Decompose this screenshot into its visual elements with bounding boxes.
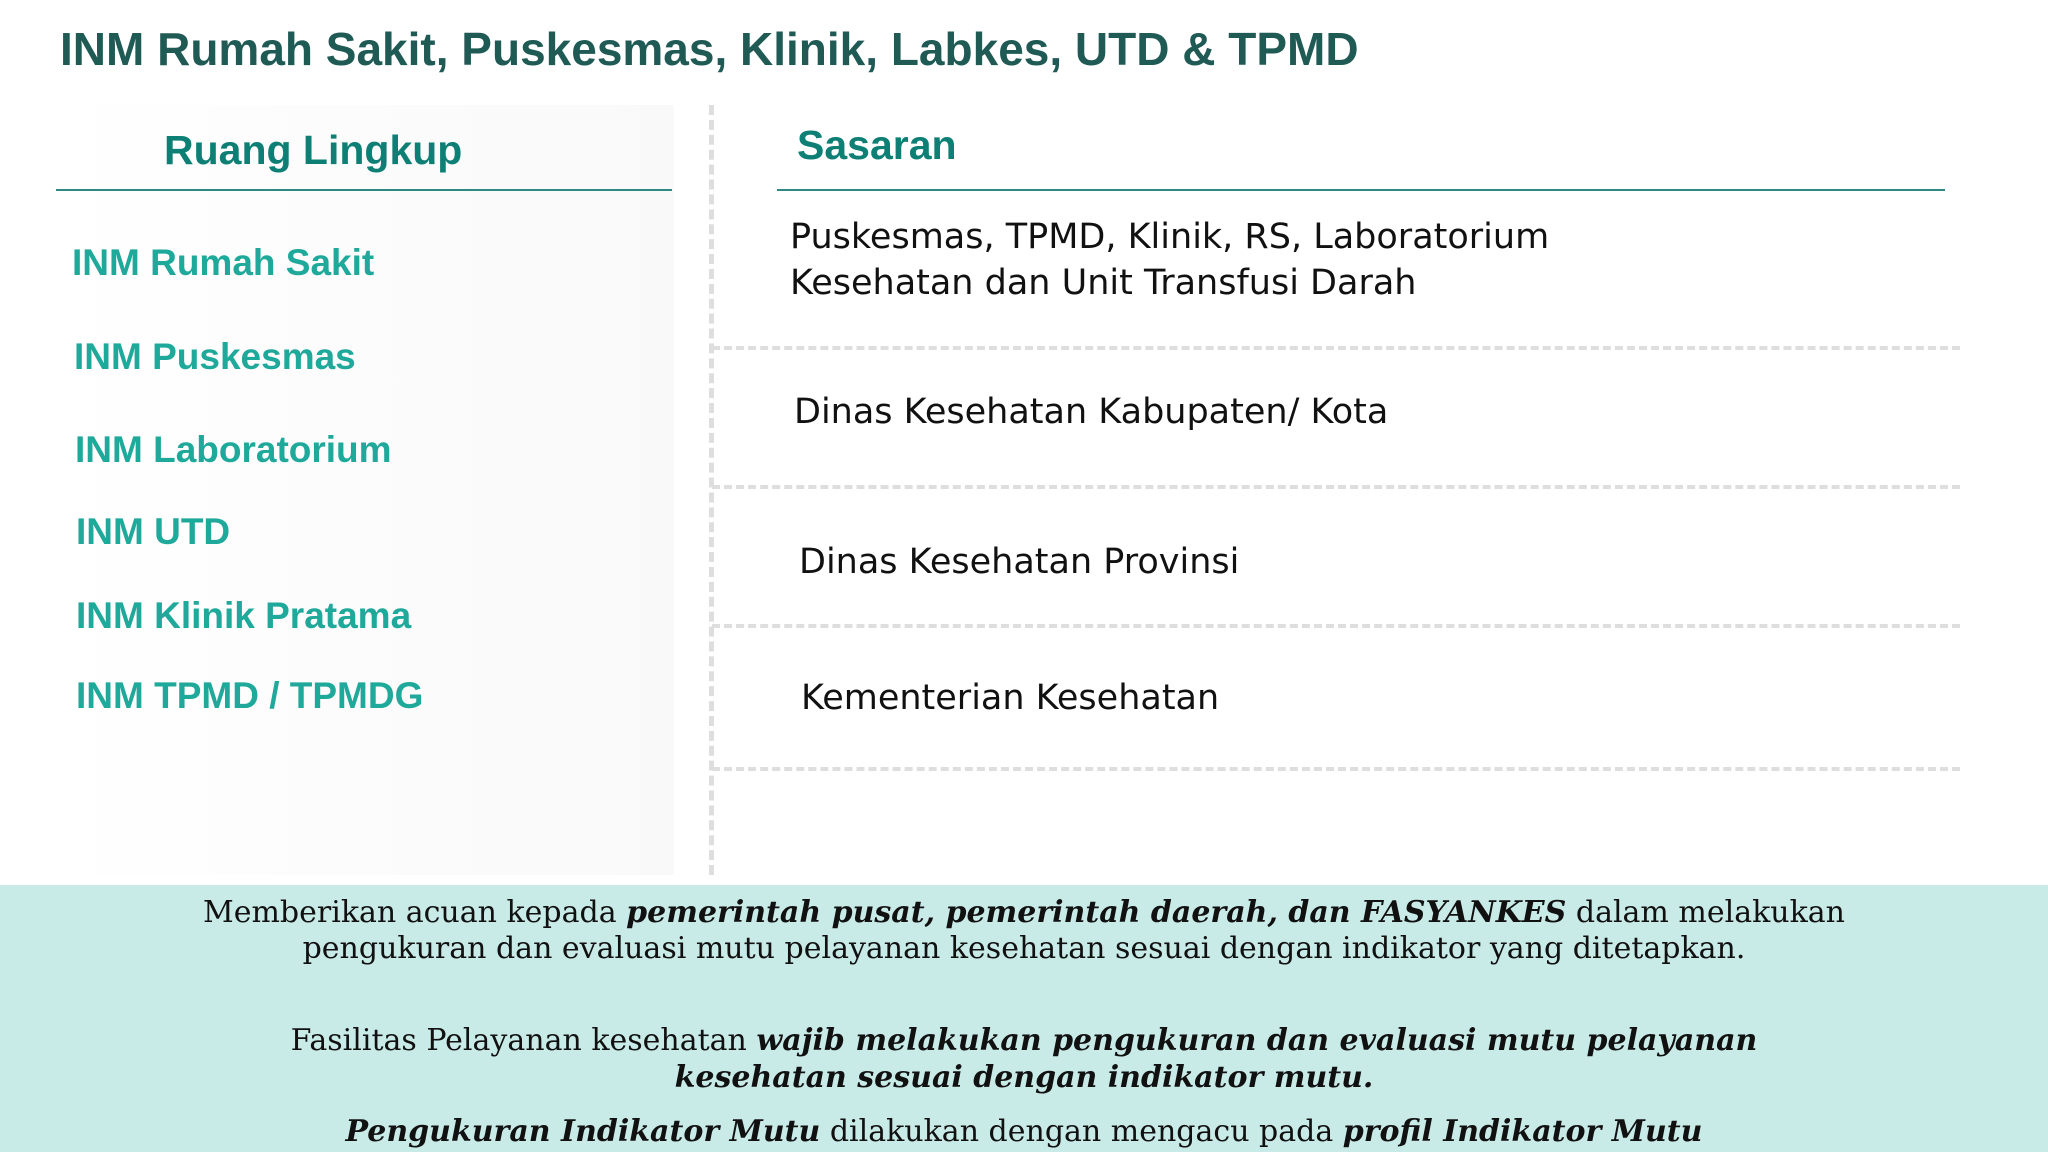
scope-item-rumah-sakit: INM Rumah Sakit <box>72 242 375 283</box>
scope-item-laboratorium: INM Laboratorium <box>75 429 392 470</box>
target-item-fasyankes-line2: Kesehatan dan Unit Transfusi Darah <box>790 263 1417 303</box>
targets-heading: Sasaran <box>797 122 957 168</box>
targets-heading-rule <box>777 189 1945 191</box>
info-paragraph-2-line2 <box>0 1059 2048 1097</box>
target-item-kemenkes: Kementerian Kesehatan <box>801 678 1220 718</box>
scope-heading: Ruang Lingkup <box>164 127 463 173</box>
info-paragraph-1-line2: pengukuran dan evaluasi mutu pelayanan kesehatan sesuai dengan indikator yang ditetapkan. <box>302 931 1746 966</box>
column-divider <box>709 105 714 875</box>
info-emphasis: kesehatan sesuai dengan indikator mutu. <box>674 1060 1374 1095</box>
scope-panel <box>56 105 674 875</box>
info-text: Fasilitas Pelayanan kesehatan <box>290 1023 757 1058</box>
row-divider <box>712 767 1960 771</box>
row-divider <box>712 624 1960 628</box>
scope-item-tpmd: INM TPMD / TPMDG <box>76 675 424 716</box>
info-text: dilakukan dengan mengacu pada <box>820 1114 1343 1149</box>
scope-item-klinik-pratama: INM Klinik Pratama <box>76 595 412 636</box>
info-emphasis: wajib melakukan pengukuran dan evaluasi mutu pelayanan <box>756 1023 1758 1058</box>
scope-item-puskesmas: INM Puskesmas <box>74 336 356 377</box>
target-item-dinkes-kabkota: Dinas Kesehatan Kabupaten/ Kota <box>794 392 1389 432</box>
target-item-fasyankes <box>790 214 1549 306</box>
page-title: INM Rumah Sakit, Puskesmas, Klinik, Labkes, UTD & TPMD <box>60 23 1359 75</box>
info-paragraph-3 <box>0 1113 2048 1151</box>
scope-item-utd: INM UTD <box>76 511 231 552</box>
info-text: Memberikan acuan kepada <box>203 895 627 930</box>
row-divider <box>712 485 1960 489</box>
info-paragraph-1 <box>0 894 2048 932</box>
info-text: dalam melakukan <box>1566 895 1845 930</box>
row-divider <box>712 346 1960 350</box>
info-emphasis: Pengukuran Indikator Mutu <box>345 1114 821 1149</box>
target-item-fasyankes-line1: Puskesmas, TPMD, Klinik, RS, Laboratorium <box>790 217 1550 257</box>
info-emphasis: pemerintah pusat, pemerintah daerah, dan FASYANKES <box>626 895 1567 930</box>
info-emphasis: profil Indikator Mutu <box>1342 1114 1703 1149</box>
scope-heading-rule <box>56 189 672 191</box>
info-paragraph-2 <box>0 1022 2048 1060</box>
info-panel <box>0 885 2048 1152</box>
target-item-dinkes-provinsi: Dinas Kesehatan Provinsi <box>799 542 1240 582</box>
